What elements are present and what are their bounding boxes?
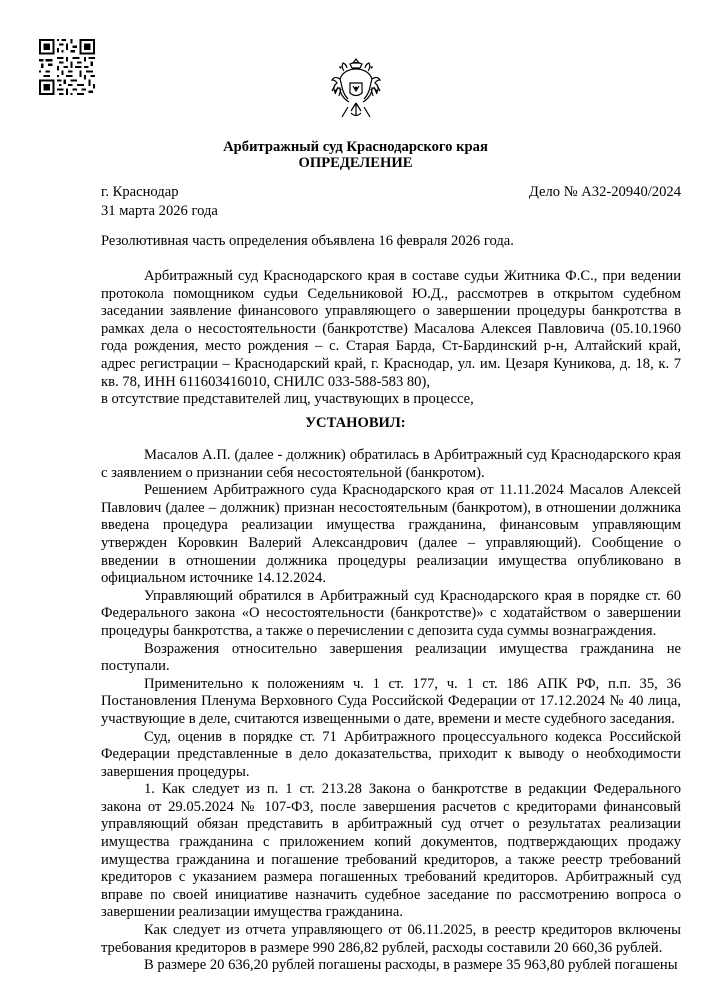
findings-block bbox=[101, 447, 681, 975]
case-number: Дело № А32-20940/2024 bbox=[528, 184, 681, 200]
paragraph-5: Применительно к положениям ч. 1 ст. 177, ч. 1 ст. 186 АПК РФ, п.п. 35, 36 Постановления Пленума Верховного Суда Российской Федерации от 17.12.2024 № 40 лица, участвующие в деле, считаются извещенными о дате, времени и месте судебного заседания. bbox=[101, 675, 681, 727]
paragraph-6: Суд, оценив в порядке ст. 71 Арбитражного процессуального кодекса Российской Федерации представленные в дело доказательства, приходит к выводу о необходимости завершения процедуры. bbox=[101, 728, 681, 780]
paragraph-2: Решением Арбитражного суда Краснодарского края от 11.11.2024 Масалов Алексей Павлович (далее – должник) признан несостоятельным (банкротом), в отношении должника введена процедура реализации имущества гражданина, финансовым управляющим утвержден Коровкин Валерий Александрович (далее – управляющий). Сообщение о введении в отношении должника процедуры реализации имущества опубликовано в официальном источнике 14.12.2024. bbox=[101, 482, 681, 587]
resolution-note: Резолютивная часть определения объявлена 16 февраля 2026 года. bbox=[101, 233, 514, 249]
coat-of-arms-icon bbox=[330, 55, 382, 122]
intro-paragraph: Арбитражный суд Краснодарского края в составе судьи Житника Ф.С., при ведении протокола помощником судьи Седельниковой Ю.Д., рассмотрев в открытом судебном заседании заявление финансового управляющего о завершении процедуры банкротства в рамках дела о несостоятельности (банкротстве) Масалова Алексея Павловича (05.10.1960 года рождения, место рождения – с. Старая Барда, Ст-Бардинский р-н, Алтайский край, адрес регистрации – Краснодарский край, г. Краснодар, ул. им. Цезаря Куникова, д. 18, к. 7 кв. 78, ИНН 611603416010, СНИЛС 033-588-583 80), bbox=[101, 268, 681, 390]
paragraph-8: Как следует из отчета управляющего от 06.11.2025, в реестр кредиторов включены требования кредиторов в размере 990 286,82 рублей, расходы составили 20 660,36 рублей. bbox=[101, 922, 681, 956]
paragraph-9: В размере 20 636,20 рублей погашены расходы, в размере 35 963,80 рублей погашены bbox=[144, 957, 678, 974]
city: г. Краснодар bbox=[101, 184, 179, 200]
document-date: 31 марта 2026 года bbox=[101, 203, 218, 219]
court-name: Арбитражный суд Краснодарского края bbox=[223, 139, 488, 155]
paragraph-7: 1. Как следует из п. 1 ст. 213.28 Закона о банкротстве в редакции Федерального закона от 29.05.2024 № 107-ФЗ, после завершения расчетов с кредиторами финансовый управляющий обязан представить в арбитражный суд отчет о результатах реализации имущества гражданина с приложением копий документов, подтверждающих продажу имущества гражданина и погашение требований кредиторов, а также реестр требований кредиторов с указанием размера погашенных требований кредиторов. Арбитражный суд вправе по своей инициативе назначить судебное заседание по рассмотрению вопроса о завершении реализации имущества гражданина. bbox=[101, 781, 681, 921]
paragraph-1: Масалов А.П. (далее - должник) обратилась в Арбитражный суд Краснодарского края с заявлением о признании себя несостоятельной (банкротом). bbox=[101, 447, 681, 481]
qr-code-icon bbox=[39, 39, 95, 95]
section-heading: УСТАНОВИЛ: bbox=[305, 415, 406, 431]
paragraph-4: Возражения относительно завершения реализации имущества гражданина не поступали. bbox=[101, 640, 681, 675]
absence-line: в отсутствие представителей лиц, участвующих в процессе, bbox=[101, 391, 474, 408]
intro-block bbox=[101, 268, 681, 409]
place-and-date bbox=[101, 183, 218, 221]
document-title: ОПРЕДЕЛЕНИЕ bbox=[298, 155, 413, 171]
paragraph-3: Управляющий обратился в Арбитражный суд Краснодарского края в порядке ст. 60 Федерального закона «О несостоятельности (банкротстве)» с ходатайством о завершении процедуры банкротства, а также о перечислении с депозита суда суммы вознаграждения. bbox=[101, 587, 681, 639]
